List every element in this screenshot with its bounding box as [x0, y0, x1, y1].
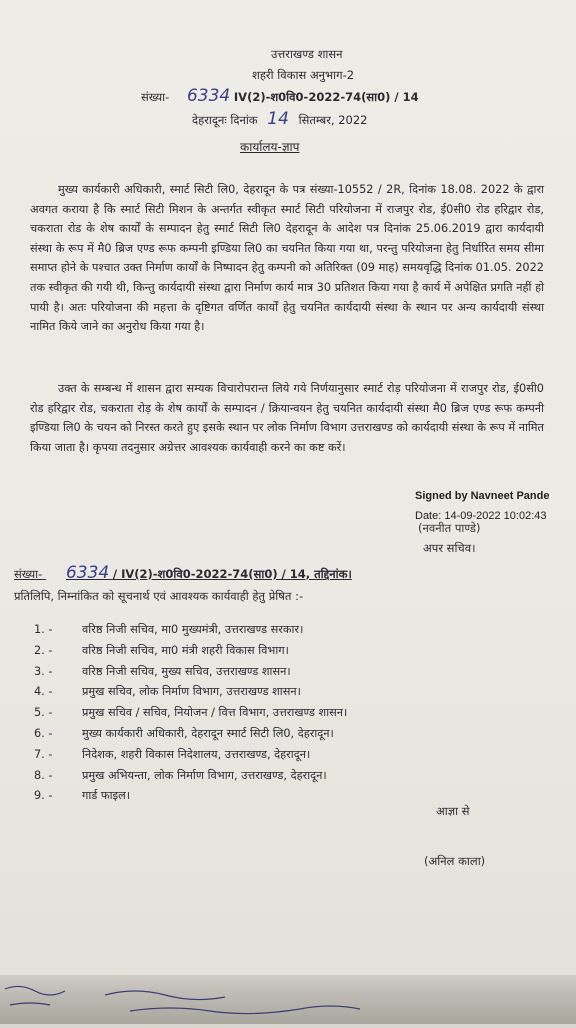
list-item — [34, 620, 347, 641]
copy-reference-suffix: / IV(2)-श0वि0-2022-74(सा0) / 14, तद्दिनांक। — [112, 567, 352, 581]
list-item-number: 3. - — [34, 664, 53, 678]
background-papers — [0, 975, 576, 1024]
list-item — [34, 682, 347, 703]
place-date-prefix: देहरादूनः दिनांक — [192, 113, 258, 127]
signed-by: Signed by Navneet Pande — [415, 490, 550, 502]
signatory-name-2: (अनिल काला) — [424, 854, 486, 868]
list-item-text: गार्ड फाइल। — [82, 789, 131, 803]
list-item-text: प्रमुख सचिव, लोक निर्माण विभाग, उत्तराखण्ड शासन। — [82, 685, 301, 699]
place-date — [192, 109, 368, 129]
list-item-number: 8. - — [34, 768, 53, 782]
scribble-marks — [0, 975, 576, 1024]
list-item-number: 2. - — [34, 643, 53, 657]
list-item-number: 6. - — [34, 726, 53, 740]
list-item-text: मुख्य कार्यकारी अधिकारी, देहरादून स्मार्ट सिटी लि0, देहरादून। — [82, 726, 334, 740]
list-item-text: वरिष्ठ निजी सचिव, मुख्य सचिव, उत्तराखण्ड शासन। — [82, 664, 291, 678]
list-item-text: प्रमुख सचिव / सचिव, नियोजन / वित्त विभाग, उत्तराखण्ड शासन। — [82, 706, 348, 720]
handwritten-date: 14 — [267, 109, 289, 129]
list-item — [34, 786, 347, 807]
copy-intro: प्रतिलिपि, निम्नांकित को सूचनार्थ एवं आवश्यक कार्यवाही हेतु प्रेषित :- — [14, 589, 304, 603]
department-heading: शहरी विकास अनुभाग-2 — [252, 68, 355, 82]
distribution-list — [34, 620, 347, 807]
handwritten-number: 6334 — [186, 86, 231, 106]
paragraph-1: मुख्य कार्यकारी अधिकारी, स्मार्ट सिटी लि0, देहरादून के पत्र संख्या-10552 / 2R, दिनांक 18.08. 2022 के द्वारा अवगत कराया है कि स्मार्ट सिटी मिशन के अन्तर्गत स्वीकृत स्मार्ट सिटी परियोजना में राजपुर रोड, ई0सी0 रोड हरिद्वार रोड, चकराता रोड के शेष कार्यों के सम्पादन हेतु स्मार्ट सिटी लि0 देहरादून के आदेश पत्र दिनांक 25.06.2019 द्वारा कार्यदायी संस्था के रूप में मै0 ब्रिज एण्ड रूफ कम्पनी इण्डिया लि0 का चयनित किया गया था, परन्तु परियोजना हेतु निर्धारित समय सीमा समाप्त होने के पश्चात उक्त निर्माण कार्यों के निष्पादन हेतु कम्पनी को अतिरिक्त (09 माह) समयवृद्धि दिनांक 01.05. 2022 तक स्वीकृत की गयी थी, किन्तु कार्यदायी संस्था द्वारा निर्माण कार्य मात्र 30 प्रतिशत किया गया है कार्य में अपेक्षित प्रगति नहीं हो पायी है। अतः परियोजना की महत्ता के दृष्टिगत वर्णित कार्यों हेतु चयनित कार्यदायी संस्था के स्थान पर अन्य कार्यदायी संस्था नामित किये जाने का अनुरोध किया गया है। — [30, 183, 544, 334]
list-item-number: 7. - — [34, 747, 53, 761]
reference-suffix: IV(2)-श0वि0-2022-74(सा0) / 14 — [233, 90, 419, 104]
list-item-number: 4. - — [34, 685, 53, 699]
copy-reference-number — [14, 563, 352, 583]
list-item — [34, 641, 347, 662]
digital-signature — [415, 489, 549, 523]
list-item-text: वरिष्ठ निजी सचिव, मा0 मंत्री शहरी विकास विभाग। — [82, 643, 289, 657]
list-item — [34, 703, 347, 724]
reference-label: संख्या- — [141, 90, 170, 104]
paragraph-2: उक्त के सम्बन्ध में शासन द्वारा सम्यक विचारोपरान्त लिये गये निर्णयानुसार स्मार्ट रोड़ परियोजना में राजपुर रोड, ई0सी0 रोड हरिद्वार रोड, चकराता रोड़ के शेष कार्यों के सम्पादन / क्रियान्वयन हेतु चयनित कार्यदायी संस्था मै0 ब्रिज एण्ड रूफ कम्पनी इण्डिया लि0 के चयन को निरस्त करते हुए इसके स्थान पर लोक निर्माण विभाग उत्तराखण्ड को कार्यदायी संस्था के रूप में नामित किया जाता है। कृपया तदनुसार अग्रेत्तर आवश्यक कार्यवाही करने का कष्ट करें। — [30, 382, 544, 454]
reference-number — [141, 86, 419, 106]
list-item-number: 9. - — [34, 789, 53, 803]
list-item-number: 5. - — [34, 706, 53, 720]
signatory-name: (नवनीत पाण्डे) — [418, 521, 481, 535]
copy-reference-label: संख्या- — [14, 567, 43, 581]
list-item-text: निदेशक, शहरी विकास निदेशालय, उत्तराखण्ड, देहरादून। — [82, 747, 311, 761]
date-suffix: सितम्बर, 2022 — [298, 113, 368, 127]
signatory-designation: अपर सचिव। — [423, 541, 476, 555]
copy-handwritten-number: 6334 — [65, 563, 110, 583]
list-item — [34, 724, 347, 745]
list-item-text: वरिष्ठ निजी सचिव, मा0 मुख्यमंत्री, उत्तराखण्ड सरकार। — [82, 623, 304, 636]
signature-date: Date: 14-09-2022 10:02:43 — [415, 510, 547, 522]
list-item — [34, 766, 347, 787]
govt-heading: उत्तराखण्ड शासन — [271, 47, 343, 61]
list-item-text: प्रमुख अभियन्ता, लोक निर्माण विभाग, उत्तराखण्ड, देहरादून। — [82, 768, 327, 782]
list-item — [34, 662, 347, 683]
list-item — [34, 745, 347, 766]
order-text: आज्ञा से — [436, 804, 470, 818]
memo-title: कार्यालय-ज्ञाप — [240, 140, 300, 154]
list-item-number: 1. - — [34, 623, 53, 636]
